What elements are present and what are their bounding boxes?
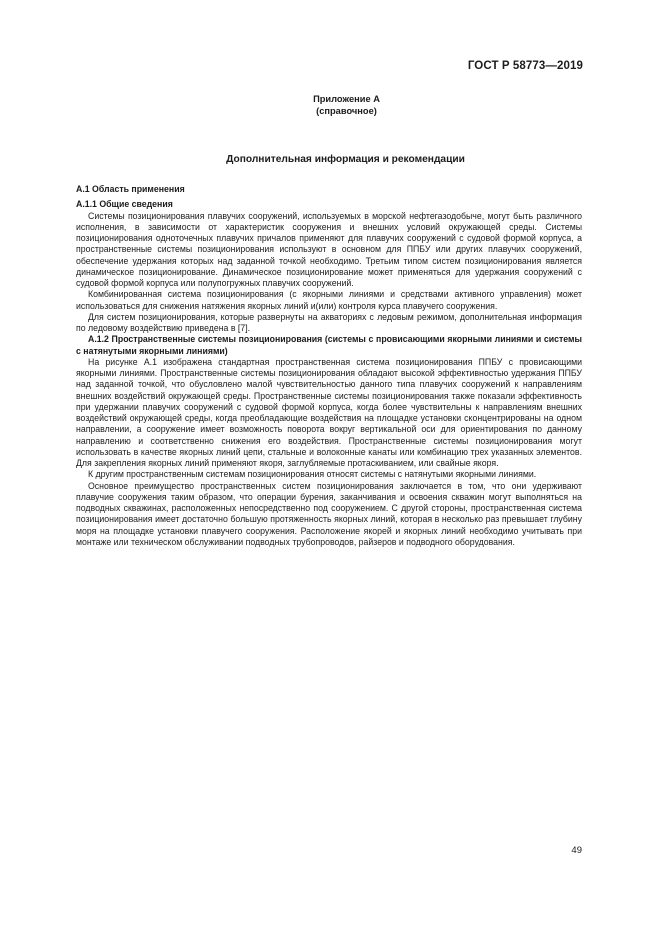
- section-title: Дополнительная информация и рекомендации: [226, 154, 465, 165]
- page-number: 49: [571, 845, 582, 856]
- paragraph: Комбинированная система позиционирования (с якорными линиями и средствами активного управления) может использоваться для снижения натяжения якорных линий и(или) контроля курса плавучего сооружения.: [76, 289, 582, 311]
- annex-subtitle: (справочное): [316, 106, 377, 116]
- heading-a1-2: А.1.2 Пространственные системы позиционирования (системы с провисающими якорными линиями и системы с натянутыми якорными линиями): [76, 334, 582, 356]
- document-body: [76, 184, 582, 548]
- heading-a1-1: А.1.1 Общие сведения: [76, 199, 173, 210]
- paragraph: Основное преимущество пространственных систем позиционирования заключается в том, что они удерживают плавучие сооружения таким образом, что операции бурения, заканчивания и освоения скважин могут выполняться на подводных скважинах, расположенных непосредственно под сооружением. С другой стороны, пространственная система позиционирования имеет достаточно большую протяженность якорных линий, которая в несколько раз превышает глубину моря на площадке установки плавучего сооружения. Расположение якорей и якорных линий необходимо учитывать при монтаже или техническом обслуживании подводных трубопроводов, райзеров и подводного оборудования.: [76, 480, 582, 547]
- paragraph: К другим пространственным системам позиционирования относят системы с натянутыми якорными линиями.: [88, 469, 537, 480]
- heading-a1: А.1 Область применения: [76, 184, 185, 194]
- paragraph: Для систем позиционирования, которые развернуты на акваториях с ледовым режимом, дополнительная информация по ледовому воздействию приведена в [7].: [76, 311, 582, 333]
- document-code: ГОСТ Р 58773—2019: [467, 60, 583, 72]
- annex-heading: [0, 93, 661, 117]
- annex-title: Приложение А: [313, 94, 380, 104]
- paragraph: На рисунке А.1 изображена стандартная пространственная система позиционирования ППБУ с провисающими якорными линиями. Пространственные системы позиционирования обладают высокой эффективностью удержания ППБУ над заданной точкой, что обусловлено малой чувствительностью данного типа плавучих сооружений к направлениям внешних воздействий окружающей среды. Пространственные системы позиционирования также показали эффективность при удержании плавучих сооружений с судовой формой корпуса, когда более чувствительны к направлениям внешних воздействий окружающей среды, когда преобладающие воздействия на площадке установки сконцентрированы на одном направлении, а сооружение имеет возможность поворота вокруг вертикальной оси для ориентирования по данному направлению и соответственно снижения его воздействия. Пространственные системы позиционирования могут использовать в качестве якорных линий цепи, стальные и волоконные канаты или комбинацию трех указанных элементов. Для закрепления якорных линий применяют якоря, заглубляемые протаскиванием, или свайные якоря.: [76, 356, 582, 468]
- paragraph: Системы позиционирования плавучих сооружений, используемых в морской нефтегазодобыче, могут быть различного исполнения, в зависимости от характеристик сооружения и внешних условий окружающей среды. Системы позиционирования одноточечных плавучих причалов применяют для плавучих сооружений с судовой формой корпуса, а пространственные системы позиционирования используют в основном для ППБУ или других плавучих сооружений, обеспечение удержания которых над заданной точкой необходимо. Третьим типом систем позиционирования является динамическое позиционирование. Динамическое позиционирование может применяться для удержания сооружений с судовой формой корпуса или полупогружных плавучих сооружений.: [76, 210, 582, 288]
